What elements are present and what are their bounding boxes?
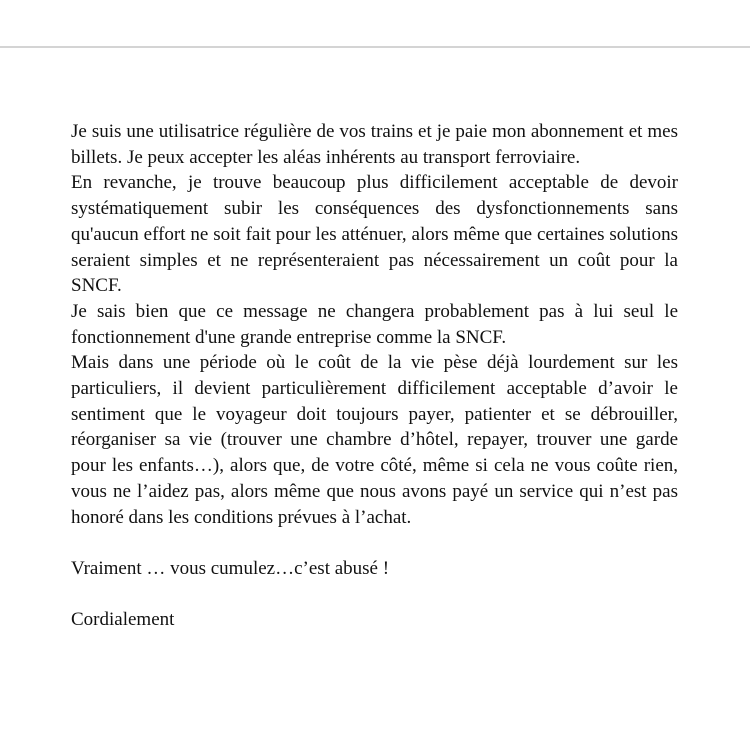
paragraph-intro: Je suis une utilisatrice régulière de vos trains et je paie mon abonnement et mes billets. Je peux accepter les aléas inhérents au transport ferroviaire. <box>71 121 678 168</box>
closing-remark: Vraiment … vous cumulez…c’est abusé ! <box>71 557 390 579</box>
sign-off: Cordialement <box>71 609 175 631</box>
top-divider <box>0 46 750 48</box>
paragraph-acknowledgement: Je sais bien que ce message ne changera probablement pas à lui seul le fonctionnement d'une grande entreprise comme la SNCF. <box>71 300 678 348</box>
letter-body <box>71 119 678 633</box>
paragraph-complaint: En revanche, je trouve beaucoup plus difficilement acceptable de devoir systématiquement subir les conséquences des dysfonctionnements sans qu'aucun effort ne soit fait pour les atténuer, alors même que certaines solutions seraient simples et ne représenteraient pas nécessairement un coût pour la SNCF. <box>71 172 678 297</box>
paragraph-cost-of-living: Mais dans une période où le coût de la vie pèse déjà lourdement sur les particuliers, il devient particulièrement difficilement acceptable d’avoir le sentiment que le voyageur doit toujours payer, patienter et se débrouiller, réorganiser sa vie (trouver une chambre d’hôtel, repayer, trouver une garde pour les enfants…), alors que, de votre côté, même si cela ne vous coûte rien, vous ne l’aidez pas, alors même que nous avons payé un service qui n’est pas honoré dans les conditions prévues à l’achat. <box>71 352 678 528</box>
